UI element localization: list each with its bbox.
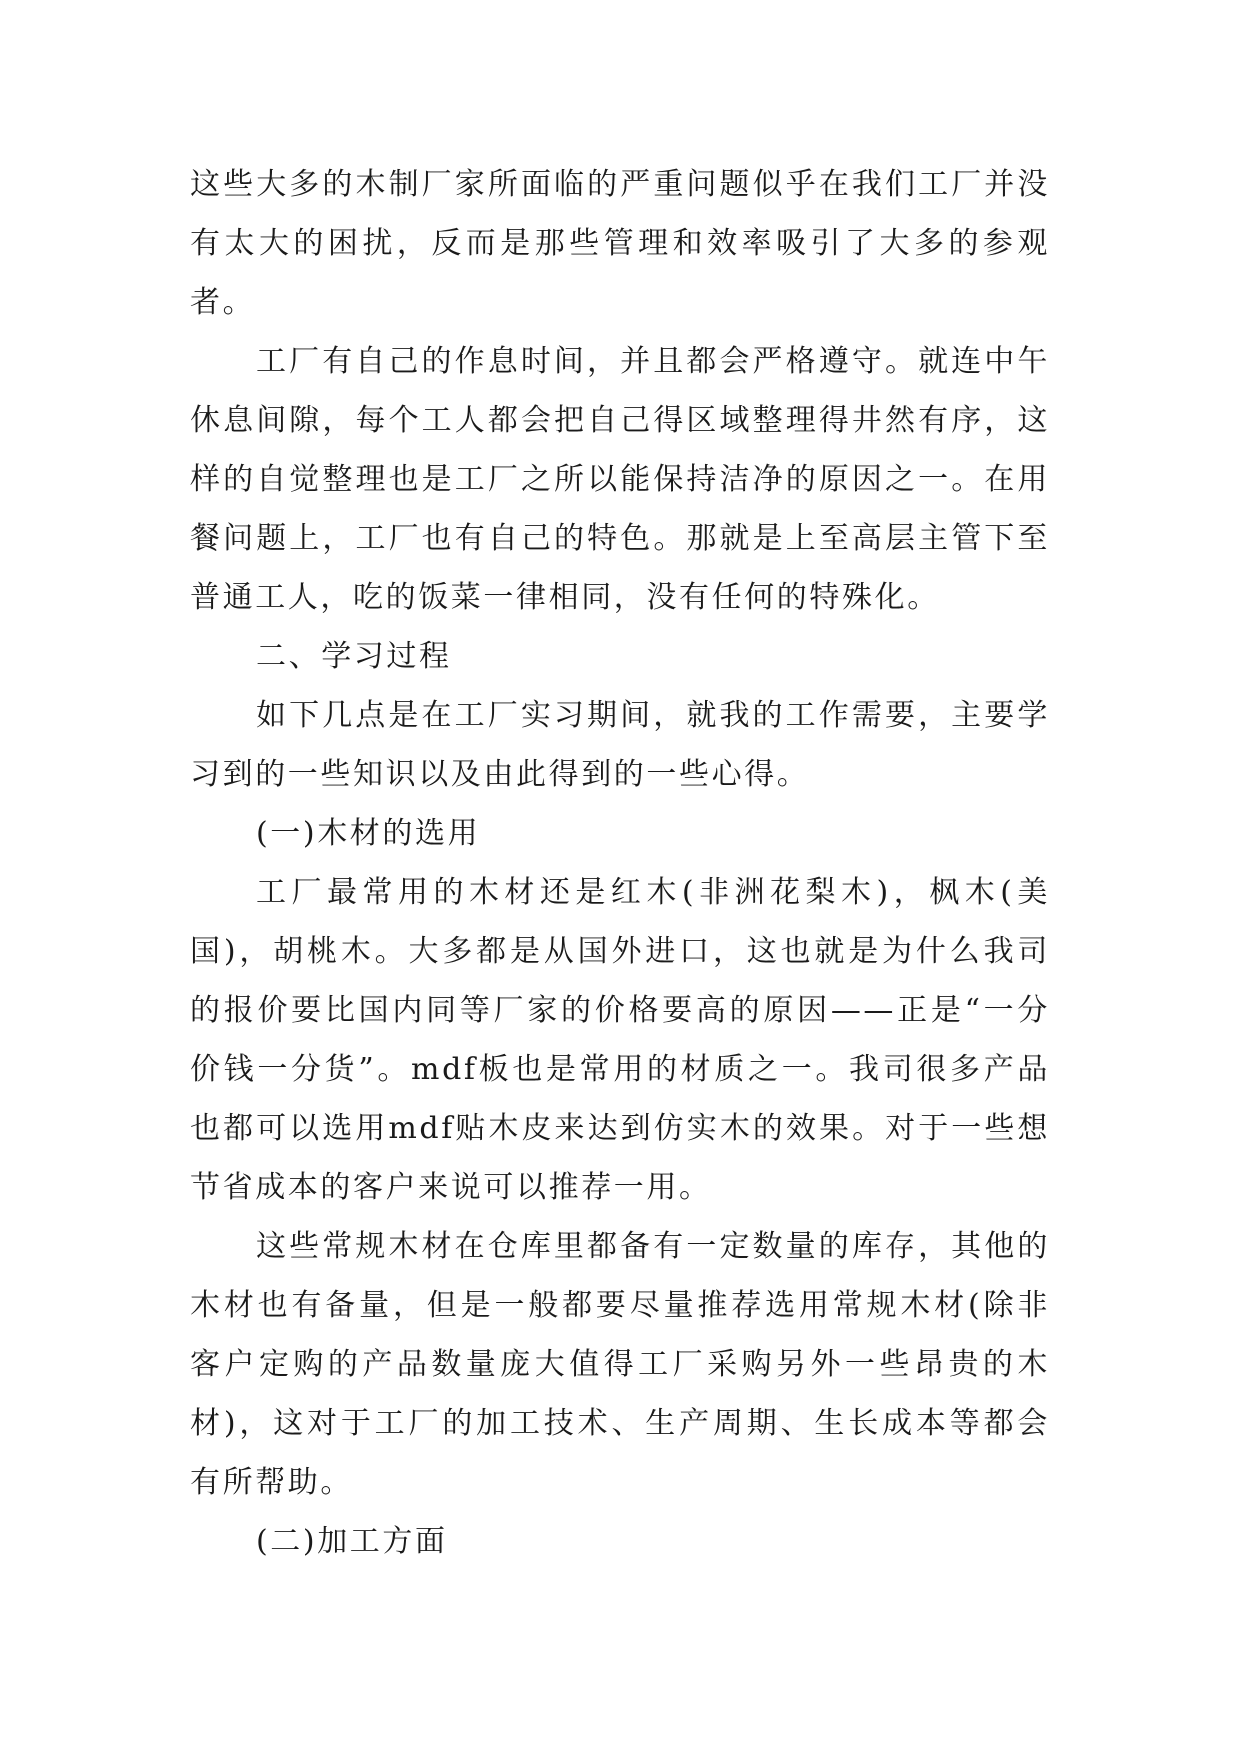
paragraph-common-woods: 工厂最常用的木材还是红木(非洲花梨木)，枫木(美国)，胡桃木。大多都是从国外进口，这也就是为什么我司的报价要比国内同等厂家的价格要高的原因——正是“一分价钱一分货”。mdf板也是常用的材质之一。我司很多产品也都可以选用mdf贴木皮来达到仿实木的效果。对于一些想节省成本的客户来说可以推荐一用。 bbox=[190, 875, 1050, 1205]
section-heading-learning-process: 二、学习过程 bbox=[256, 639, 452, 674]
paragraph-learning-intro: 如下几点是在工厂实习期间，就我的工作需要，主要学习到的一些知识以及由此得到的一些心得。 bbox=[190, 698, 1050, 792]
subsection-heading-wood-selection: (一)木材的选用 bbox=[256, 816, 481, 851]
paragraph-wood-stock: 这些常规木材在仓库里都备有一定数量的库存，其他的木材也有备量，但是一般都要尽量推荐选用常规木材(除非客户定购的产品数量庞大值得工厂采购另外一些昂贵的木材)，这对于工厂的加工技术、生产周期、生长成本等都会有所帮助。 bbox=[190, 1229, 1050, 1500]
paragraph-schedule: 工厂有自己的作息时间，并且都会严格遵守。就连中午休息间隙，每个工人都会把自己得区域整理得井然有序，这样的自觉整理也是工厂之所以能保持洁净的原因之一。在用餐问题上，工厂也有自己的特色。那就是上至高层主管下至普通工人，吃的饭菜一律相同，没有任何的特殊化。 bbox=[190, 344, 1050, 615]
document-page bbox=[190, 155, 1050, 1571]
paragraph-intro: 这些大多的木制厂家所面临的严重问题似乎在我们工厂并没有太大的困扰，反而是那些管理和效率吸引了大多的参观者。 bbox=[190, 167, 1050, 320]
subsection-heading-processing: (二)加工方面 bbox=[256, 1524, 448, 1559]
